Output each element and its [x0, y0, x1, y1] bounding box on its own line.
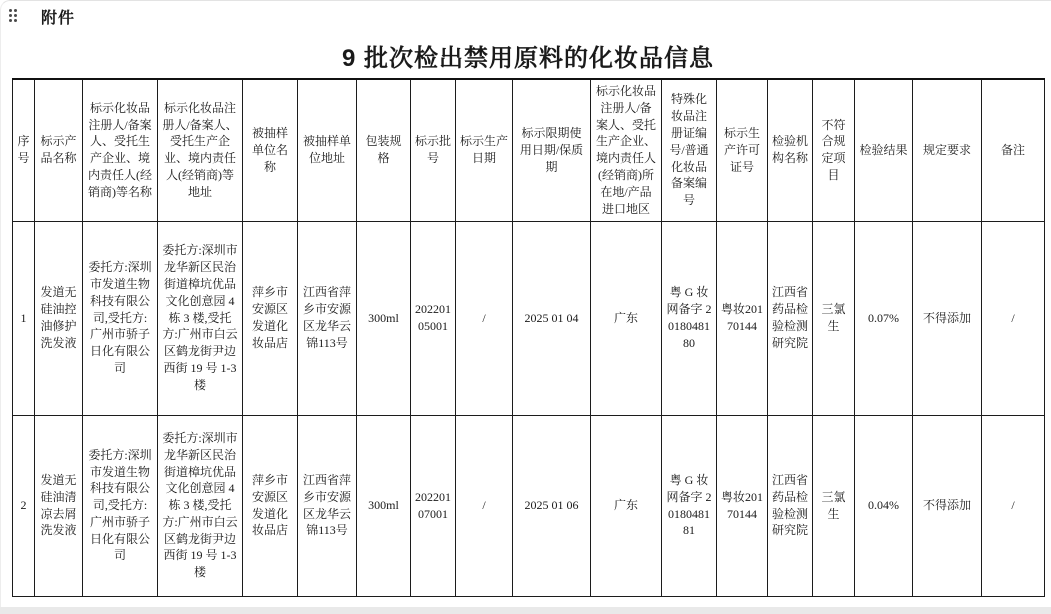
page-bottom-edge — [0, 607, 1051, 614]
cell-license-no: 粤妆20170144 — [717, 221, 768, 415]
cell-product-name: 发道无硅油清凉去屑洗发液 — [35, 415, 83, 596]
cosmetics-sample-table — [12, 78, 1045, 597]
cell-sampled-unit-name: 萍乡市安源区发道化妆品店 — [243, 415, 298, 596]
cell-registrant-location: 广东 — [591, 415, 662, 596]
cell-seq: 2 — [13, 415, 35, 596]
column-header-license-no: 标示生产许可证号 — [717, 79, 768, 221]
cell-test-result: 0.04% — [855, 415, 913, 596]
column-header-package-spec: 包装规格 — [357, 79, 411, 221]
cell-product-name: 发道无硅油控油修护洗发液 — [35, 221, 83, 415]
column-header-sampled-unit-address: 被抽样单位地址 — [298, 79, 357, 221]
cell-sampled-unit-address: 江西省萍乡市安源区龙华云锦113号 — [298, 415, 357, 596]
column-header-batch-no: 标示批号 — [411, 79, 456, 221]
cell-registration-no: 粤 G 妆网备字 2018048181 — [662, 415, 717, 596]
cell-license-no: 粤妆20170144 — [717, 415, 768, 596]
cell-remark: / — [982, 221, 1045, 415]
column-header-noncompliant-item: 不符合规定项目 — [813, 79, 855, 221]
table-row — [13, 415, 1045, 596]
column-header-test-result: 检验结果 — [855, 79, 913, 221]
cell-batch-no: 20220107001 — [411, 415, 456, 596]
cell-requirement: 不得添加 — [913, 221, 982, 415]
column-header-expiry-date: 标示限期使用日期/保质期 — [513, 79, 591, 221]
cell-noncompliant-item: 三氯生 — [813, 221, 855, 415]
cell-expiry-date: 2025 01 06 — [513, 415, 591, 596]
cell-production-date: / — [456, 415, 513, 596]
cell-registrant-address: 委托方:深圳市龙华新区民治街道樟坑优品文化创意园 4 栋 3 楼,受托方:广州市白云区鹤龙街尹边西街 19 号 1-3 楼 — [158, 415, 243, 596]
drag-handle-icon[interactable] — [9, 9, 17, 22]
cell-package-spec: 300ml — [357, 415, 411, 596]
page-title: 9 批次检出禁用原料的化妆品信息 — [341, 45, 714, 72]
cell-batch-no: 20220105001 — [411, 221, 456, 415]
cell-seq: 1 — [13, 221, 35, 415]
cell-expiry-date: 2025 01 04 — [513, 221, 591, 415]
cell-registration-no: 粤 G 妆网备字 2018048180 — [662, 221, 717, 415]
cell-production-date: / — [456, 221, 513, 415]
cell-registrant-location: 广东 — [591, 221, 662, 415]
cell-remark: / — [982, 415, 1045, 596]
column-header-production-date: 标示生产日期 — [456, 79, 513, 221]
table-row — [13, 221, 1045, 415]
cell-registrant-name: 委托方:深圳市发道生物科技有限公司,受托方:广州市骄子日化有限公司 — [83, 415, 158, 596]
column-header-product-name: 标示产品名称 — [35, 79, 83, 221]
column-header-registrant-location: 标示化妆品注册人/备案人、受托生产企业、境内责任人(经销商)所在地/产品进口地区 — [591, 79, 662, 221]
cell-sampled-unit-name: 萍乡市安源区发道化妆品店 — [243, 221, 298, 415]
column-header-inspection-agency: 检验机构名称 — [768, 79, 813, 221]
cell-registrant-name: 委托方:深圳市发道生物科技有限公司,受托方:广州市骄子日化有限公司 — [83, 221, 158, 415]
cell-test-result: 0.07% — [855, 221, 913, 415]
column-header-sampled-unit-name: 被抽样单位名称 — [243, 79, 298, 221]
column-header-registrant-address: 标示化妆品注册人/备案人、受托生产企业、境内责任人(经销商)等地址 — [158, 79, 243, 221]
cell-package-spec: 300ml — [357, 221, 411, 415]
table-header-row — [13, 79, 1045, 221]
column-header-registration-no: 特殊化妆品注册证编号/普通化妆品备案编号 — [662, 79, 717, 221]
cell-requirement: 不得添加 — [913, 415, 982, 596]
column-header-seq: 序号 — [13, 79, 35, 221]
cell-noncompliant-item: 三氯生 — [813, 415, 855, 596]
cell-sampled-unit-address: 江西省萍乡市安源区龙华云锦113号 — [298, 221, 357, 415]
column-header-registrant-name: 标示化妆品注册人/备案人、受托生产企业、境内责任人(经销商)等名称 — [83, 79, 158, 221]
cell-inspection-agency: 江西省药品检验检测研究院 — [768, 221, 813, 415]
cell-inspection-agency: 江西省药品检验检测研究院 — [768, 415, 813, 596]
column-header-requirement: 规定要求 — [913, 79, 982, 221]
attachment-label: 附件 — [41, 10, 76, 27]
cell-registrant-address: 委托方:深圳市龙华新区民治街道樟坑优品文化创意园 4 栋 3 楼,受托方:广州市白云区鹤龙街尹边西街 19 号 1-3 楼 — [158, 221, 243, 415]
column-header-remark: 备注 — [982, 79, 1045, 221]
